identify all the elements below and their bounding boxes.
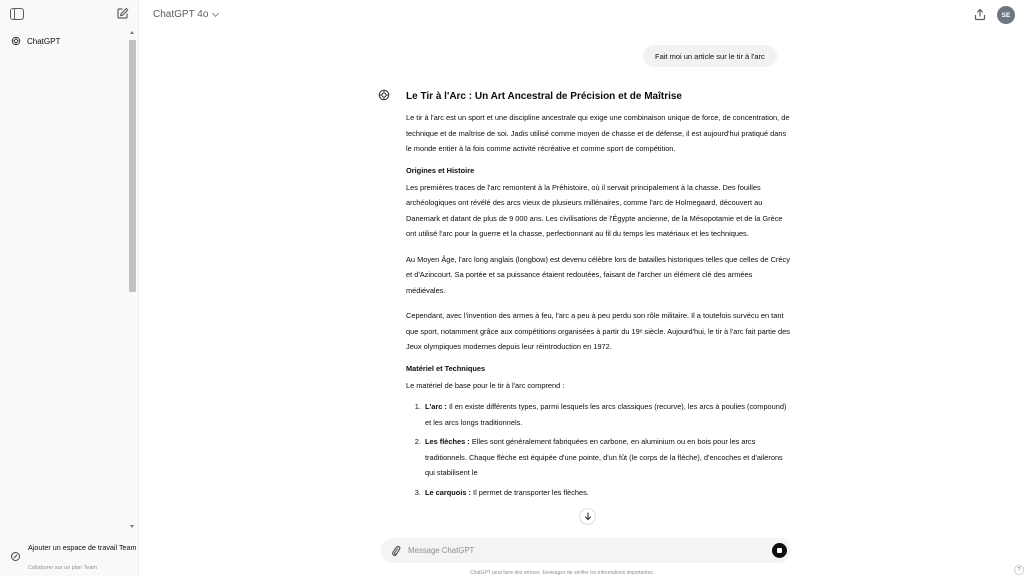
model-label: ChatGPT 4o — [153, 9, 209, 20]
model-selector[interactable] — [153, 9, 218, 20]
list-item — [423, 485, 790, 501]
team-icon — [11, 552, 20, 561]
article-paragraph: Au Moyen Âge, l'arc long anglais (longbow) est devenu célèbre lors de batailles historiques telles que celles de Crécy et d'Azincourt. Sa portée et sa puissance étaient redoutées, faisant de l'archer un élément clé des armées médiévales. — [406, 254, 790, 295]
attach-icon[interactable] — [391, 544, 401, 557]
chevron-down-icon — [212, 9, 219, 16]
scroll-up-arrow-icon[interactable] — [130, 31, 134, 34]
disclaimer-text: ChatGPT peut faire des erreurs. Envisagez de vérifier les informations importantes. — [470, 570, 655, 576]
scroll-down-arrow-icon[interactable] — [130, 525, 134, 528]
list-item-term: Les flèches : — [425, 437, 470, 446]
user-message-bubble: Fait moi un article sur le tir à l'arc — [643, 45, 777, 67]
list-item — [423, 399, 790, 430]
equipment-list — [423, 399, 790, 500]
chatgpt-logo-icon — [11, 36, 21, 46]
section-heading: Matériel et Techniques — [406, 363, 486, 373]
article-paragraph: Cependant, avec l'invention des armes à feu, l'arc a peu à peu perdu son rôle militaire. Il a toutefois survécu en tant que sport, notamment grâce aux compétitions organisées à partir du 19ᵉ siècle. Aujourd'hui, le tir à l'arc fait partie des Jeux olympiques modernes depuis leur réintroduction en 1972. — [406, 311, 790, 351]
scroll-to-bottom-button[interactable] — [579, 508, 596, 525]
help-button[interactable]: ? — [1014, 565, 1024, 575]
sidebar-toggle-icon[interactable] — [10, 8, 24, 20]
new-chat-icon[interactable] — [116, 7, 129, 20]
list-item-text: Il en existe différents types, parmi lesquels les arcs classiques (recurve), les arcs à poulies (compound) et les arcs longs traditionnels. — [425, 402, 787, 427]
header — [140, 0, 1024, 30]
article-paragraph: Les premières traces de l'arc remontent à la Préhistoire, où il servait principalement à la chasse. Des fouilles archéologiques ont révélé des arcs vieux de plusieurs millénaires, comme l'arc de Holmegaard, découvert au Danemark et datant de plus de 9 000 ans. Les civilisations de l'Égypte ancienne, de la Mésopotamie et de la Grèce ont utilisé l'arc pour la guerre et la chasse, perfectionnant au fil du temps les matériaux et les techniques. — [406, 182, 783, 238]
list-item-term: L'arc : — [425, 402, 447, 411]
stop-icon — [777, 548, 782, 553]
sidebar-top-bar — [0, 0, 139, 30]
sidebar-item-chatgpt[interactable] — [6, 33, 126, 49]
message-input[interactable] — [408, 542, 748, 559]
arrow-down-icon — [584, 512, 592, 521]
team-title: Ajouter un espace de travail Team — [28, 543, 137, 552]
team-subtitle: Collaborer sur un plan Team — [28, 565, 97, 571]
sidebar — [0, 0, 139, 576]
chatgpt-logo-icon — [378, 89, 390, 101]
assistant-article — [406, 90, 790, 537]
sidebar-item-label: ChatGPT — [27, 36, 61, 46]
sidebar-scrollbar-thumb[interactable] — [129, 40, 136, 292]
article-paragraph: Le tir à l'arc est un sport et une discipline ancestrale qui exige une combinaison unique de force, de concentration, de technique et de maîtrise de soi. Jadis utilisé comme moyen de chasse et de défense, il est aujourd'hui pratiqué dans le monde entier à la fois comme activité récréative et comme sport de compétition. — [406, 113, 790, 153]
upgrade-team-button[interactable] — [0, 536, 139, 576]
list-item-text: Elles sont généralement fabriquées en carbone, en aluminium ou en bois pour les arcs traditionnels. Chaque flèche est équipée d'une pointe, d'un fût (le corps de la flèche), d'encoches et d'ailerons qui stabilisent le — [425, 437, 783, 477]
list-item — [423, 434, 790, 481]
article-paragraph: Le matériel de base pour le tir à l'arc comprend : — [406, 380, 565, 390]
message-composer — [381, 538, 791, 563]
stop-generating-button[interactable] — [772, 543, 787, 558]
section-heading: Origines et Histoire — [406, 165, 475, 175]
share-icon[interactable] — [974, 8, 986, 21]
list-item-term: Le carquois : — [425, 487, 471, 497]
list-item-text: Il permet de transporter les flèches. — [471, 487, 589, 497]
avatar[interactable]: SE — [997, 6, 1015, 24]
article-title: Le Tir à l'Arc : Un Art Ancestral de Précision et de Maîtrise — [406, 91, 682, 102]
